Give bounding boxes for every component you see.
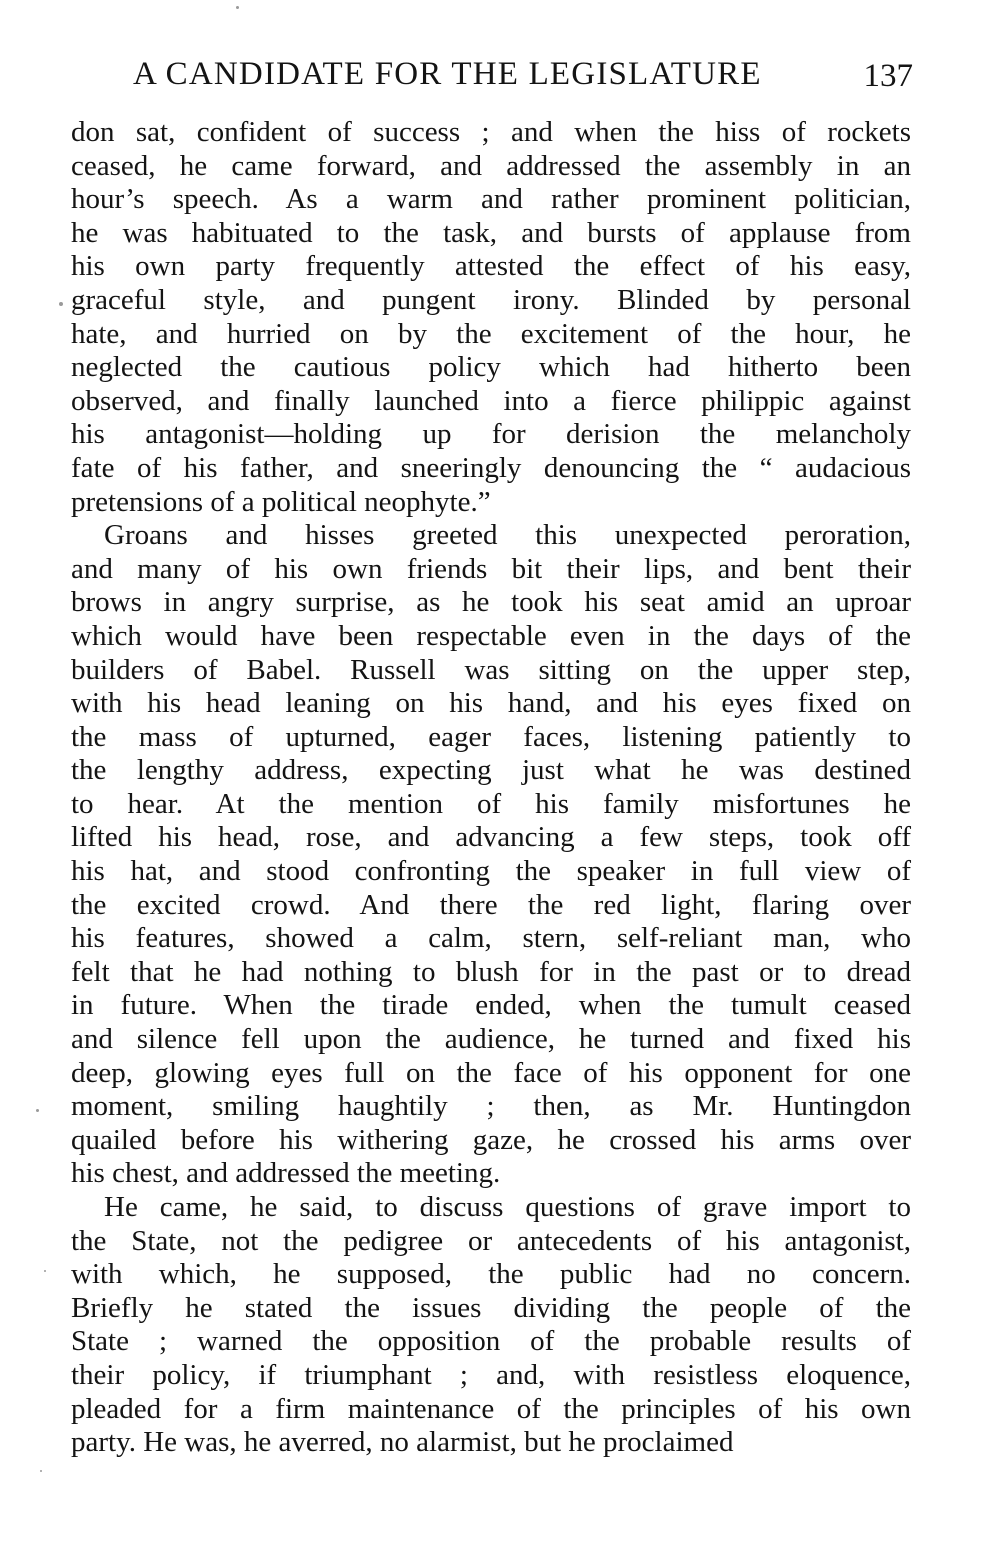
text-line: his own party frequently attested the effect of his easy, (71, 250, 911, 283)
text-line: his features, showed a calm, stern, self-reliant man, who (71, 922, 911, 955)
print-speck (44, 1270, 46, 1272)
text-line: brows in angry surprise, as he took his seat amid an uproar (71, 586, 911, 619)
text-line: with his head leaning on his hand, and his eyes fixed on (71, 687, 911, 720)
running-head (133, 56, 913, 100)
text-line: pretensions of a political neophyte.” (71, 485, 491, 518)
text-line: Briefly he stated the issues dividing the people of the (71, 1291, 911, 1324)
text-line: observed, and finally launched into a fierce philippic against (71, 384, 911, 417)
text-line: don sat, confident of success ; and when the hiss of rockets (71, 116, 911, 148)
text-line: the State, not the pedigree or antecedents of his antagonist, (71, 1224, 911, 1257)
text-line: ceased, he came forward, and addressed the assembly in an (71, 149, 911, 182)
text-line: pleaded for a firm maintenance of the principles of his own (71, 1392, 911, 1425)
print-speck (40, 1470, 42, 1472)
paragraph (71, 116, 911, 519)
page-number: 137 (863, 58, 913, 94)
text-line: hour’s speech. As a warm and rather prominent politician, (71, 183, 911, 216)
text-line: Groans and hisses greeted this unexpected peroration, (104, 519, 911, 552)
text-line: neglected the cautious policy which had hitherto been (71, 351, 911, 384)
text-line: builders of Babel. Russell was sitting on the upper step, (71, 653, 911, 686)
paragraph (71, 519, 911, 1191)
text-line: to hear. At the mention of his family misfortunes he (71, 787, 911, 820)
text-line: his antagonist—holding up for derision the melancholy (71, 418, 911, 451)
text-line: and silence fell upon the audience, he turned and fixed his (71, 1023, 911, 1056)
body-text (71, 116, 911, 1460)
text-line: felt that he had nothing to blush for in the past or to dread (71, 955, 911, 988)
text-line: lifted his head, rose, and advancing a few steps, took off (71, 821, 911, 854)
chapter-title: A CANDIDATE FOR THE LEGISLATURE (133, 56, 762, 92)
text-line: the excited crowd. And there the red light, flaring over (71, 888, 911, 921)
text-line: and many of his own friends bit their lips, and bent their (71, 552, 911, 585)
text-line: which would have been respectable even in the days of the (71, 619, 911, 652)
text-line: quailed before his withering gaze, he crossed his arms over (71, 1123, 911, 1156)
text-line: in future. When the tirade ended, when the tumult ceased (71, 989, 911, 1022)
print-speck (36, 1109, 39, 1112)
text-line: the mass of upturned, eager faces, listening patiently to (71, 720, 911, 753)
print-speck (236, 6, 239, 9)
print-speck (59, 302, 63, 306)
text-line: graceful style, and pungent irony. Blinded by personal (71, 283, 911, 316)
text-line: with which, he supposed, the public had no concern. (71, 1258, 911, 1291)
text-line: moment, smiling haughtily ; then, as Mr. Huntingdon (71, 1090, 911, 1123)
paragraph (71, 1191, 911, 1460)
text-line: their policy, if triumphant ; and, with resistless eloquence, (71, 1358, 911, 1391)
text-line: fate of his father, and sneeringly denouncing the “ audacious (71, 451, 911, 484)
text-line: he was habituated to the task, and bursts of applause from (71, 216, 911, 249)
text-line: hate, and hurried on by the excitement of the hour, he (71, 317, 911, 350)
text-line: He came, he said, to discuss questions of grave import to (104, 1191, 911, 1223)
text-line: his hat, and stood confronting the speaker in full view of (71, 855, 911, 888)
text-line: party. He was, he averred, no alarmist, but he proclaimed (71, 1426, 734, 1459)
text-line: State ; warned the opposition of the probable results of (71, 1325, 911, 1358)
text-line: his chest, and addressed the meeting. (71, 1157, 501, 1190)
text-line: the lengthy address, expecting just what he was destined (71, 754, 911, 787)
text-line: deep, glowing eyes full on the face of his opponent for one (71, 1056, 911, 1089)
